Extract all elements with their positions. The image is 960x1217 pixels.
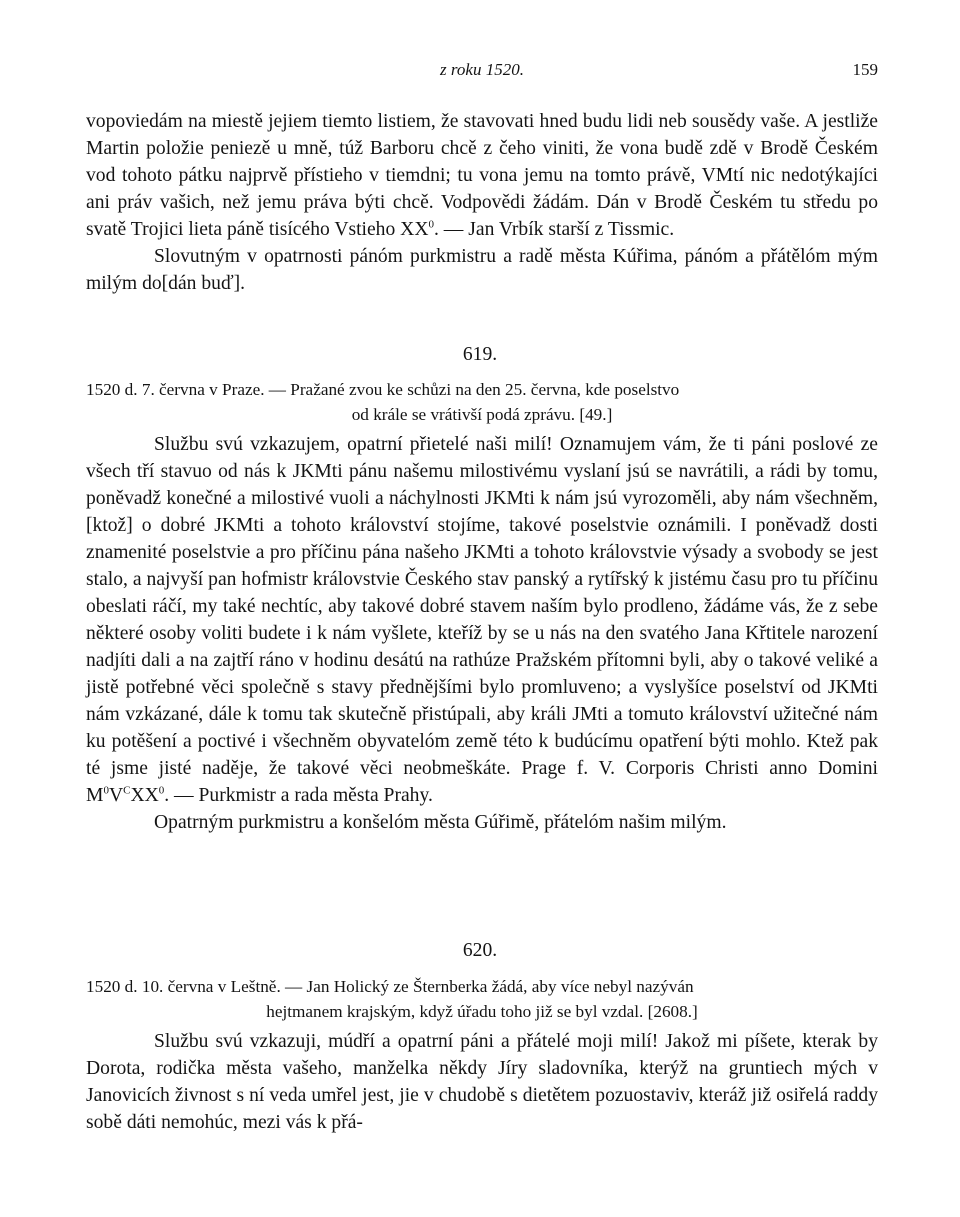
- document-body: [86, 1028, 878, 1136]
- regest-line: od krále se vrátivší podá zprávu. [49.]: [351, 405, 613, 424]
- running-title: z roku 1520.: [440, 60, 524, 79]
- superscript: 0: [428, 218, 434, 231]
- address-line: Opatrným purkmistru a konšelóm města Gúřimě, přátelóm našim milým.: [154, 812, 727, 833]
- regest-line: 1520 d. 10. června v Leštně. — Jan Holický ze Šternberka žádá, aby více nebyl nazýván: [86, 977, 694, 996]
- document-number: 619.: [462, 344, 498, 365]
- regest-line: 1520 d. 7. června v Praze. — Pražané zvou ke schůzi na den 25. června, kde poselstvo: [86, 380, 680, 399]
- page-header: [86, 60, 878, 86]
- regest: [86, 377, 878, 427]
- body-paragraph: Službu svú vzkazuji, múdří a opatrní páni a přátelé moji milí! Jakož mi píšete, kterak by Dorota, rodička města vašeho, manželka někdy Jíry sladovníka, kterýž na gruntiech mých v Janovicích živnost s ní veda umřel jest, jie v chudobě s dietětem pozuostaviv, kteráž již osiřelá raddy sobě dáti nemohúc, mezi vás k přá-: [86, 1031, 878, 1133]
- document-number: 620.: [462, 940, 498, 961]
- page-number: 159: [852, 60, 878, 79]
- address-line: Slovutným v opatrnosti pánóm purkmistru a radě města Kúřima, pánóm a přátělóm mým milým do[dán buď].: [86, 246, 878, 294]
- body-paragraph: Službu svú vzkazujem, opatrní přietelé naši milí! Oznamujem vám, že ti páni poslové ze všech tří stavuo od nás k JKMti pánu našemu milostivému vyslaní jsú se navrátili, a rádi by tomu, poněvadž konečné a milostivé vuoli a náchylnosti JKMti k nám jsú vyrozoměli, aby nám všechněm, [ktož] o dobré JKMti a tohoto království stojíme, takové poselstvie oznámili. I poněvadž dosti znamenité poselstvie a pro příčinu pána našeho JKMti a tohoto královstvie výsady a svobody se jest stalo, a najvyší pan hofmistr královstvie Českého stav panský a rytířský k jistému času pro tu příčinu obeslati ráčí, my také nechtíc, aby takové dobré stavem naším bylo prodleno, žádáme vás, že z sebe některé osoby voliti budete i k nám vyšlete, kteříž by se u nás na den svatého Jana Křtitele narození nadjíti dali a na zajtří ráno v hodinu desátú na rathúze Pražském přítomni byli, aby o takové veliké a jistě potřebné věci společně s stavy přednějšími bylo promluveno; a vyslyšíce poselství od JKMti nám vzkázané, dále k tomu tak skutečně přistúpali, aby králi JMti a tomuto království užitečné nám ku potěšení a poctivé i všechněm obyvatelóm země této k budúcímu opatření býti mohlo. Ktež pak té jsme jisté naděje, že takové věci neobmeškáte. Prage f. V. Corporis Christi anno Domini $M^0V^CXX^0$. — Purkmistr a rada města Prahy.: [86, 434, 878, 806]
- regest: [86, 974, 878, 1024]
- regest-line: hejtmanem krajským, když úřadu toho již se byl vzdal. [2608.]: [266, 1002, 698, 1021]
- document-body: [86, 431, 878, 836]
- continuation-text: [86, 108, 878, 297]
- superscript: 0: [103, 784, 109, 797]
- continuation-paragraph: vopoviedám na miestě jejiem tiemto listiem, že stavovati hned budu lidi neb sousědy vaše. A jestliže Martin položie peniezě u mně, túž Barboru chcě z čeho viniti, že vona budě zdě v Brodě Českém vod tohoto pátku najprvě přístieho v tiemdni; tu vona jemu na tomto právě, VMtí nic nedotýkajíci ani práv vašich, než jemu práva býti chcě. Vodpovědi žádám. Dán v Brodě Českém tu středu po svatě Trojici lieta páně tisícého Vstieho $XX^0$. — Jan Vrbík starší z Tissmic.: [86, 111, 878, 240]
- superscript: C: [123, 784, 131, 797]
- superscript: 0: [158, 784, 165, 797]
